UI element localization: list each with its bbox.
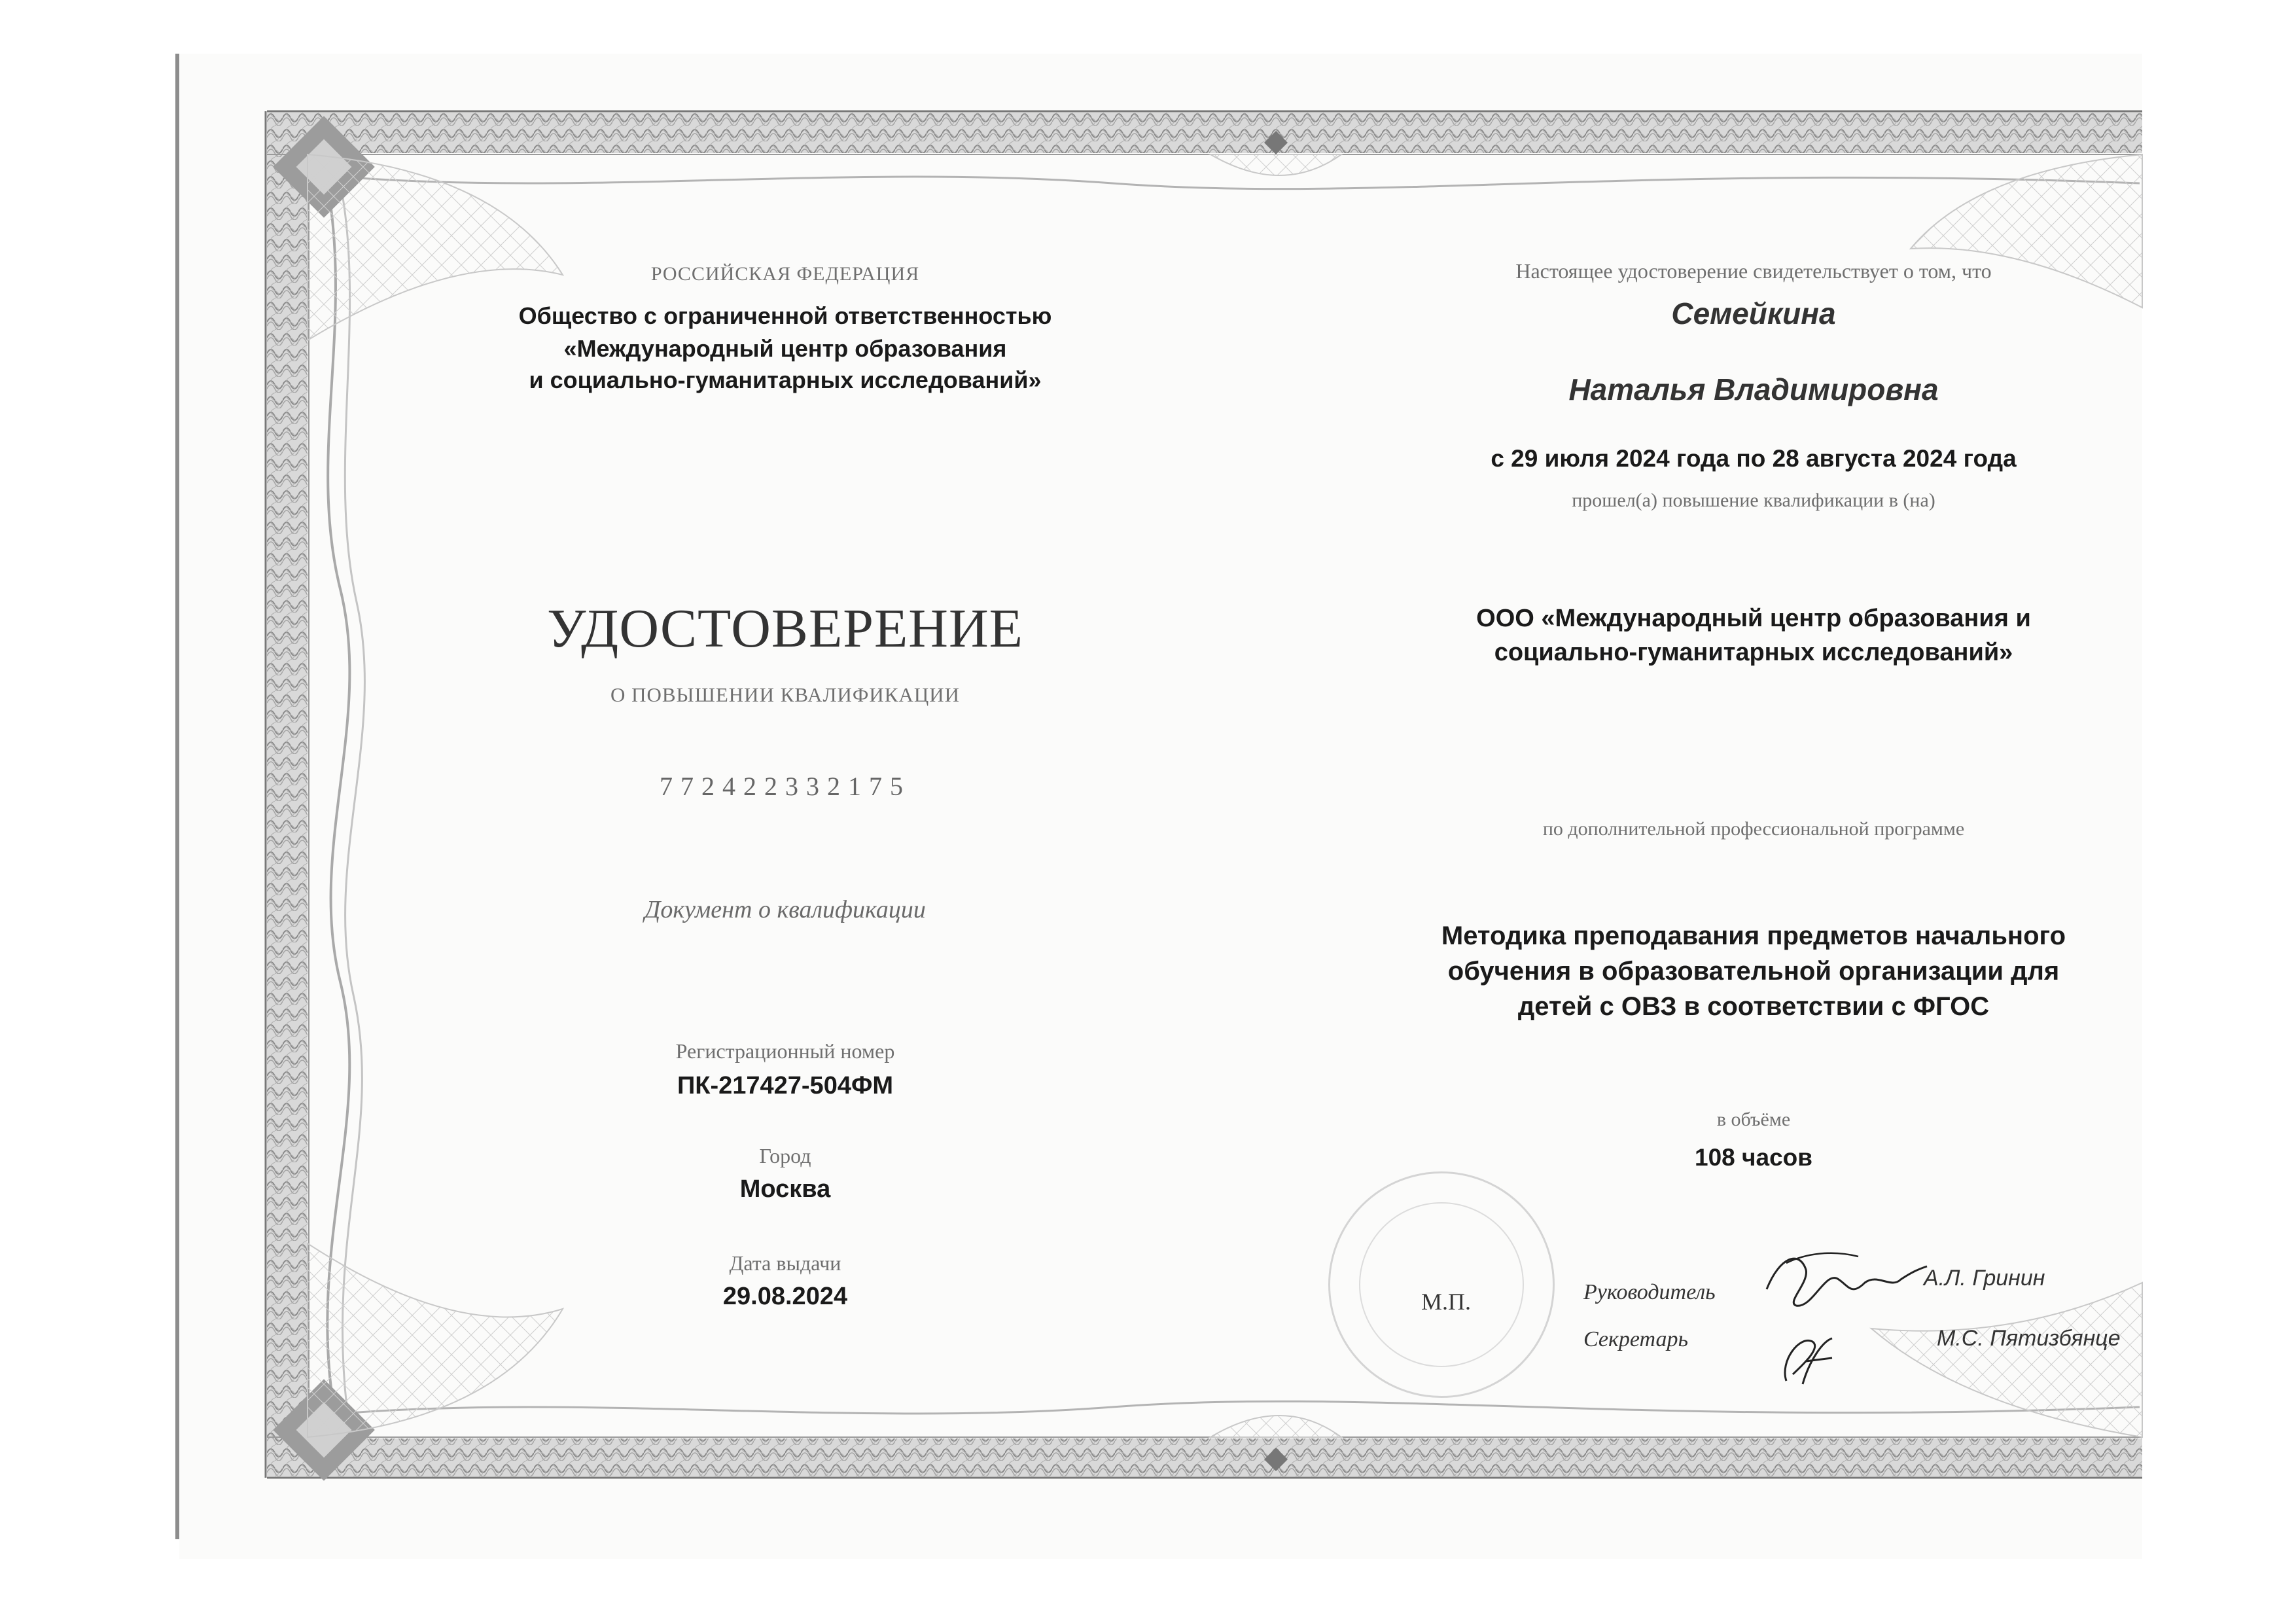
volume-label: в объёме	[1716, 1109, 1791, 1130]
intro-text: Настоящее удостоверение свидетельствует о том, что	[1515, 259, 1992, 283]
org-name-line1: Общество с ограниченной ответственностью	[518, 302, 1052, 329]
volume-value: 108 часов	[1695, 1144, 1812, 1171]
head-name: А.Л. Гринин	[1924, 1266, 2045, 1291]
program-title-line2: обучения в образовательной организации для	[1447, 957, 2060, 986]
city-label: Город	[759, 1144, 811, 1168]
secretary-name: М.С. Пятизбянце	[1937, 1326, 2121, 1351]
document-title: УДОСТОВЕРЕНИЕ	[547, 598, 1023, 659]
provider-line2: социально-гуманитарных исследований»	[1494, 639, 2013, 666]
recipient-name: Наталья Владимировна	[1568, 372, 1939, 406]
country-label: РОССИЙСКАЯ ФЕДЕРАЦИЯ	[650, 263, 920, 285]
document-type: Документ о квалификации	[645, 896, 926, 923]
training-period: с 29 июля 2024 года по 28 августа 2024 года	[1491, 445, 2017, 472]
recipient-surname: Семейкина	[1671, 296, 1836, 330]
head-signature	[1760, 1243, 1930, 1315]
qualification-note: прошел(а) повышение квалификации в (на)	[1572, 490, 1935, 511]
secretary-label: Секретарь	[1583, 1327, 1688, 1351]
stamp-place-label: М.П.	[1421, 1289, 1471, 1315]
provider-line1: ООО «Международный центр образования и	[1476, 605, 2031, 632]
city-value: Москва	[739, 1175, 831, 1203]
head-label: Руководитель	[1583, 1280, 1716, 1304]
seal-stamp	[1328, 1171, 1555, 1398]
document-subtitle: О ПОВЫШЕНИИ КВАЛИФИКАЦИИ	[610, 683, 961, 706]
issue-date: 29.08.2024	[722, 1283, 848, 1310]
program-title-line3: детей с ОВЗ в соответствии с ФГОС	[1517, 992, 1990, 1021]
registration-number: ПК-217427-504ФМ	[677, 1072, 894, 1099]
secretary-signature	[1773, 1322, 1839, 1394]
serial-number: 772422332175	[660, 772, 911, 801]
org-name-line3: и социально-гуманитарных исследований»	[529, 366, 1042, 393]
program-title-line1: Методика преподавания предметов начального	[1441, 921, 2066, 950]
issue-date-label: Дата выдачи	[729, 1251, 841, 1275]
org-name-line2: «Международный центр образования	[563, 335, 1007, 362]
registration-label: Регистрационный номер	[675, 1039, 895, 1063]
program-label: по дополнительной профессиональной программе	[1542, 818, 1965, 840]
